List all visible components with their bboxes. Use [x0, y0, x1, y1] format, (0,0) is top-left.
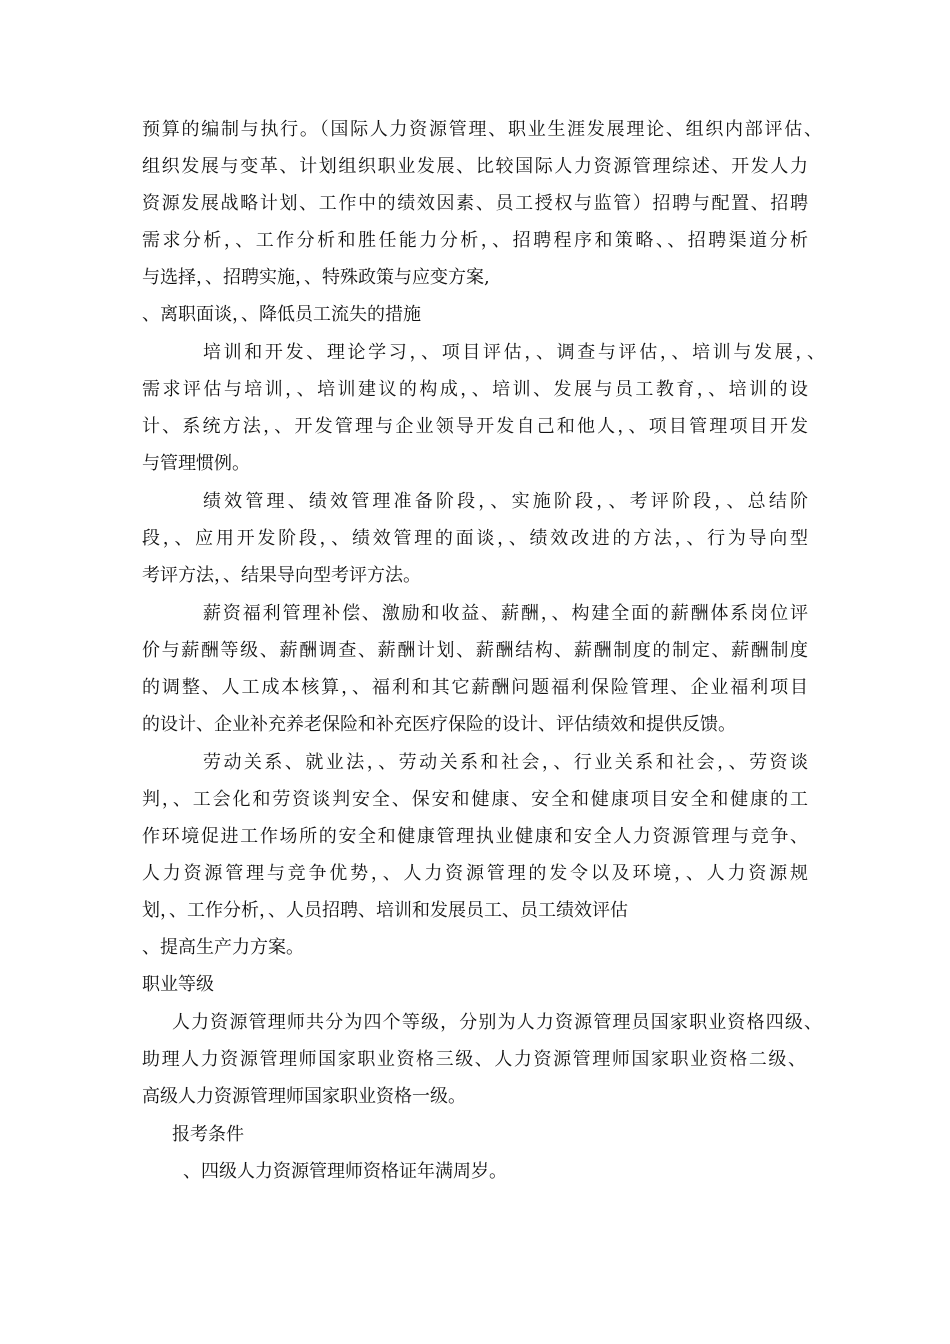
text-line: 与管理惯例。	[142, 453, 250, 474]
text-line: 判，、工会化和劳资谈判安全、保安和健康、安全和健康项目安全和健康的工	[142, 789, 808, 810]
text-line: 的设计、企业补充养老保险和补充医疗保险的设计、评估绩效和提供反馈。	[142, 714, 736, 735]
text-line: 计、系统方法，、开发管理与企业领导开发自己和他人，、项目管理项目开发	[142, 416, 808, 437]
text-line: 的调整、人工成本核算，、福利和其它薪酬问题福利保险管理、企业福利项目	[142, 677, 808, 698]
paragraph-performance-start: 绩效管理、绩效管理准备阶段，、实施阶段，、考评阶段，、总结阶	[203, 491, 808, 512]
requirement-item: 、四级人力资源管理师资格证年满周岁。	[183, 1161, 507, 1182]
section-heading-requirements: 报考条件	[172, 1124, 244, 1145]
section-heading-levels: 职业等级	[142, 974, 214, 995]
text-line: 划，、工作分析，、人员招聘、培训和发展员工、员工绩效评估	[142, 900, 628, 921]
text-line: 价与薪酬等级、薪酬调查、薪酬计划、薪酬结构、薪酬制度的制定、薪酬制度	[142, 640, 808, 661]
paragraph-training-start: 培训和开发、理论学习，、项目评估，、调查与评估，、培训与发展，、	[203, 342, 825, 363]
text-line: 高级人力资源管理师国家职业资格一级。	[142, 1086, 466, 1107]
text-line: 、提高生产力方案。	[142, 937, 304, 958]
text-line: 、离职面谈，、降低员工流失的措施	[142, 304, 421, 325]
paragraph-levels: 人力资源管理师共分为四个等级，分别为人力资源管理员国家职业资格四级、	[172, 1012, 822, 1033]
text-line: 资源发展战略计划、工作中的绩效因素、员工授权与监管）招聘与配置、招聘	[142, 193, 808, 214]
text-line: 段，、应用开发阶段，、绩效管理的面谈，、绩效改进的方法，、行为导向型	[142, 528, 808, 549]
text-line: 考评方法，、结果导向型考评方法。	[142, 565, 421, 586]
paragraph-compensation-start: 薪资福利管理补偿、激励和收益、薪酬，、构建全面的薪酬体系岗位评	[203, 603, 808, 624]
text-line: 预算的编制与执行。（国际人力资源管理、职业生涯发展理论、组织内部评估、	[142, 119, 822, 140]
text-line: 需求评估与培训，、培训建议的构成，、培训、发展与员工教育，、培训的设	[142, 379, 808, 400]
paragraph-labor-relations-start: 劳动关系、就业法，、劳动关系和社会，、行业关系和社会，、劳资谈	[203, 752, 808, 773]
text-line: 需求分析，、工作分析和胜任能力分析，、招聘程序和策略、、招聘渠道分析	[142, 230, 808, 251]
text-line: 组织发展与变革、计划组织职业发展、比较国际人力资源管理综述、开发人力	[142, 156, 808, 177]
text-line: 人力资源管理与竞争优势，、人力资源管理的发令以及环境，、人力资源规	[142, 863, 808, 884]
text-line: 作环境促进工作场所的安全和健康管理执业健康和安全人力资源管理与竞争、	[142, 826, 808, 847]
text-line: 与选择，、招聘实施，、特殊政策与应变方案,	[142, 267, 490, 288]
text-line: 助理人力资源管理师国家职业资格三级、人力资源管理师国家职业资格二级、	[142, 1049, 806, 1070]
